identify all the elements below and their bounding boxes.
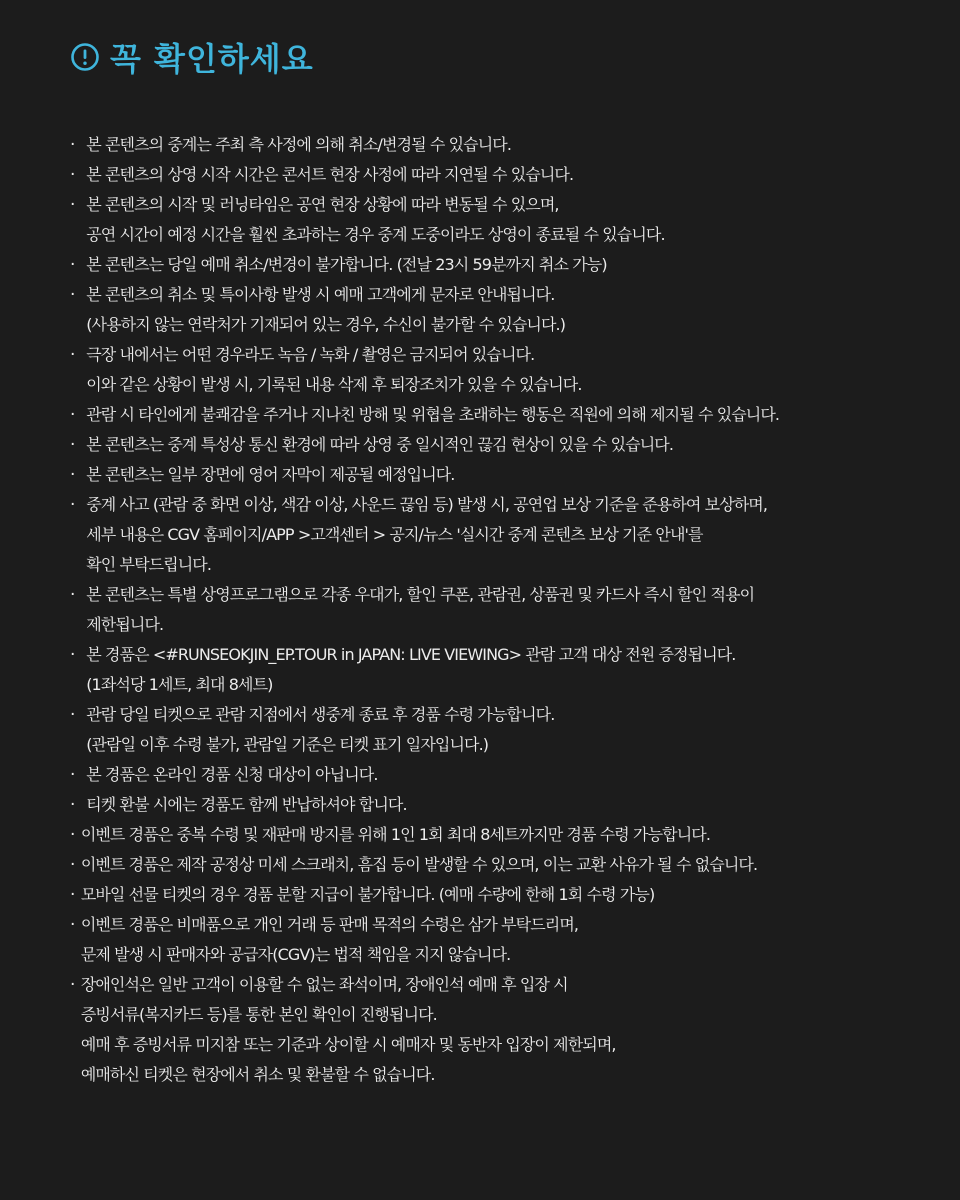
notice-item — [70, 130, 920, 160]
notice-line: 본 경품은 온라인 경품 신청 대상이 아닙니다. — [86, 765, 378, 784]
bullet: · — [70, 915, 81, 935]
bullet: · — [70, 135, 87, 155]
notice-line: 문제 발생 시 판매자와 공급자(CGV)는 법적 책임을 지지 않습니다. — [80, 945, 511, 964]
notice-text — [86, 640, 920, 700]
notice-line: 본 콘텐츠는 중계 특성상 통신 환경에 따라 상영 중 일시적인 끊김 현상이 있을 수 있습니다. — [86, 435, 674, 454]
bullet: · — [70, 795, 87, 815]
page-title: 꼭 확인하세요 — [110, 40, 314, 78]
notice-item — [70, 820, 920, 850]
notice-item — [70, 700, 920, 760]
notice-item — [70, 430, 920, 460]
notice-text — [86, 190, 920, 250]
bullet: · — [70, 435, 87, 455]
notice-line: 예매하신 티켓은 현장에서 취소 및 환불할 수 없습니다. — [80, 1065, 435, 1084]
notice-line: 본 콘텐츠는 일부 장면에 영어 자막이 제공될 예정입니다. — [86, 465, 455, 484]
notice-line: 세부 내용은 CGV 홈페이지/APP >고객센터 > 공지/뉴스 '실시간 중계 콘텐츠 보상 기준 안내'를 — [86, 525, 703, 544]
notice-item — [70, 580, 920, 640]
notice-item — [70, 970, 920, 1090]
notice-text — [86, 760, 920, 790]
notice-line: 공연 시간이 예정 시간을 훨씬 초과하는 경우 중계 도중이라도 상영이 종료될 수 있습니다. — [86, 225, 665, 244]
notice-item — [70, 880, 920, 910]
bullet: · — [70, 255, 87, 275]
notice-line: 이벤트 경품은 비매품으로 개인 거래 등 판매 목적의 수령은 삼가 부탁드리며, — [80, 915, 579, 934]
notice-item — [70, 340, 920, 400]
notice-line: 본 콘텐츠는 특별 상영프로그램으로 각종 우대가, 할인 쿠폰, 관람권, 상품권 및 카드사 즉시 할인 적용이 — [86, 585, 755, 604]
notice-line: 제한됩니다. — [86, 615, 164, 634]
notice-text — [81, 910, 920, 970]
notice-line: 본 콘텐츠의 상영 시작 시간은 콘서트 현장 사정에 따라 지연될 수 있습니다. — [86, 165, 574, 184]
bullet: · — [70, 975, 81, 995]
notice-text — [86, 430, 920, 460]
bullet: · — [70, 165, 87, 185]
bullet: · — [70, 825, 81, 845]
bullet: · — [70, 495, 87, 515]
bullet: · — [70, 195, 87, 215]
notice-line: 본 콘텐츠의 시작 및 러닝타임은 공연 현장 상황에 따라 변동될 수 있으며, — [86, 195, 559, 214]
bullet: · — [70, 705, 87, 725]
notice-line: 이와 같은 상황이 발생 시, 기록된 내용 삭제 후 퇴장조치가 있을 수 있습니다. — [86, 375, 582, 394]
notice-line: 모바일 선물 티켓의 경우 경품 분할 지급이 불가합니다. (예매 수량에 한해 1회 수령 가능) — [80, 885, 655, 904]
notice-line: 이벤트 경품은 제작 공정상 미세 스크래치, 흠집 등이 발생할 수 있으며, 이는 교환 사유가 될 수 없습니다. — [80, 855, 758, 874]
notice-item — [70, 760, 920, 790]
notice-item — [70, 280, 920, 340]
notice-item — [70, 790, 920, 820]
notice-item — [70, 460, 920, 490]
notice-line: 이벤트 경품은 중복 수령 및 재판매 방지를 위해 1인 1회 최대 8세트까지만 경품 수령 가능합니다. — [80, 825, 711, 844]
notice-item — [70, 250, 920, 280]
notice-line: 증빙서류(복지카드 등)를 통한 본인 확인이 진행됩니다. — [80, 1005, 437, 1024]
notice-text — [81, 970, 920, 1090]
notice-list — [70, 130, 920, 1090]
notice-text — [86, 250, 920, 280]
header — [70, 34, 920, 80]
notice-line: 확인 부탁드립니다. — [86, 555, 212, 574]
notice-line: 관람 당일 티켓으로 관람 지점에서 생중계 종료 후 경품 수령 가능합니다. — [86, 705, 555, 724]
notice-item — [70, 910, 920, 970]
bullet: · — [70, 465, 87, 485]
notice-text — [86, 160, 920, 190]
notice-item — [70, 190, 920, 250]
notice-text — [86, 130, 920, 160]
notice-line: 극장 내에서는 어떤 경우라도 녹음 / 녹화 / 촬영은 금지되어 있습니다. — [86, 345, 535, 364]
notice-line: (사용하지 않는 연락처가 기재되어 있는 경우, 수신이 불가할 수 있습니다.) — [86, 315, 566, 334]
notice-text — [86, 340, 920, 400]
notice-line: 중계 사고 (관람 중 화면 이상, 색감 이상, 사운드 끊임 등) 발생 시, 공연업 보상 기준을 준용하여 보상하며, — [86, 495, 768, 514]
notice-text — [81, 850, 920, 880]
bullet: · — [70, 285, 87, 305]
notice-text — [86, 280, 920, 340]
notice-text — [86, 580, 920, 640]
notice-text — [81, 880, 920, 910]
notice-text — [86, 400, 920, 430]
bullet: · — [70, 585, 87, 605]
notice-text — [86, 790, 920, 820]
bullet: · — [70, 765, 87, 785]
notice-text — [86, 700, 920, 760]
notice-line: (1좌석당 1세트, 최대 8세트) — [86, 675, 273, 694]
exclamation-circle-icon — [70, 42, 100, 72]
notice-line: 본 콘텐츠의 중계는 주최 측 사정에 의해 취소/변경될 수 있습니다. — [86, 135, 512, 154]
notice-text — [86, 490, 920, 580]
notice-item — [70, 490, 920, 580]
notice-item — [70, 160, 920, 190]
bullet: · — [70, 855, 81, 875]
notice-line: 장애인석은 일반 고객이 이용할 수 없는 좌석이며, 장애인석 예매 후 입장 시 — [80, 975, 568, 994]
notice-line: 본 경품은 <#RUNSEOKJIN_EP.TOUR in JAPAN: LIVE VIEWING> 관람 고객 대상 전원 증정됩니다. — [86, 645, 736, 664]
notice-text — [86, 460, 920, 490]
notice-line: 본 콘텐츠의 취소 및 특이사항 발생 시 예매 고객에게 문자로 안내됩니다. — [86, 285, 555, 304]
notice-line: 관람 시 타인에게 불쾌감을 주거나 지나친 방해 및 위협을 초래하는 행동은 직원에 의해 제지될 수 있습니다. — [86, 405, 780, 424]
notice-line: 본 콘텐츠는 당일 예매 취소/변경이 불가합니다. (전날 23시 59분까지 취소 가능) — [86, 255, 607, 274]
notice-line: (관람일 이후 수령 불가, 관람일 기준은 티켓 표기 일자입니다.) — [86, 735, 489, 754]
notice-item — [70, 850, 920, 880]
bullet: · — [70, 405, 87, 425]
notice-text — [81, 820, 920, 850]
notice-line: 티켓 환불 시에는 경품도 함께 반납하셔야 합니다. — [86, 795, 407, 814]
notice-item — [70, 640, 920, 700]
notice-item — [70, 400, 920, 430]
bullet: · — [70, 345, 87, 365]
bullet: · — [70, 645, 87, 665]
bullet: · — [70, 885, 81, 905]
notice-line: 예매 후 증빙서류 미지참 또는 기준과 상이할 시 예매자 및 동반자 입장이 제한되며, — [80, 1035, 616, 1054]
